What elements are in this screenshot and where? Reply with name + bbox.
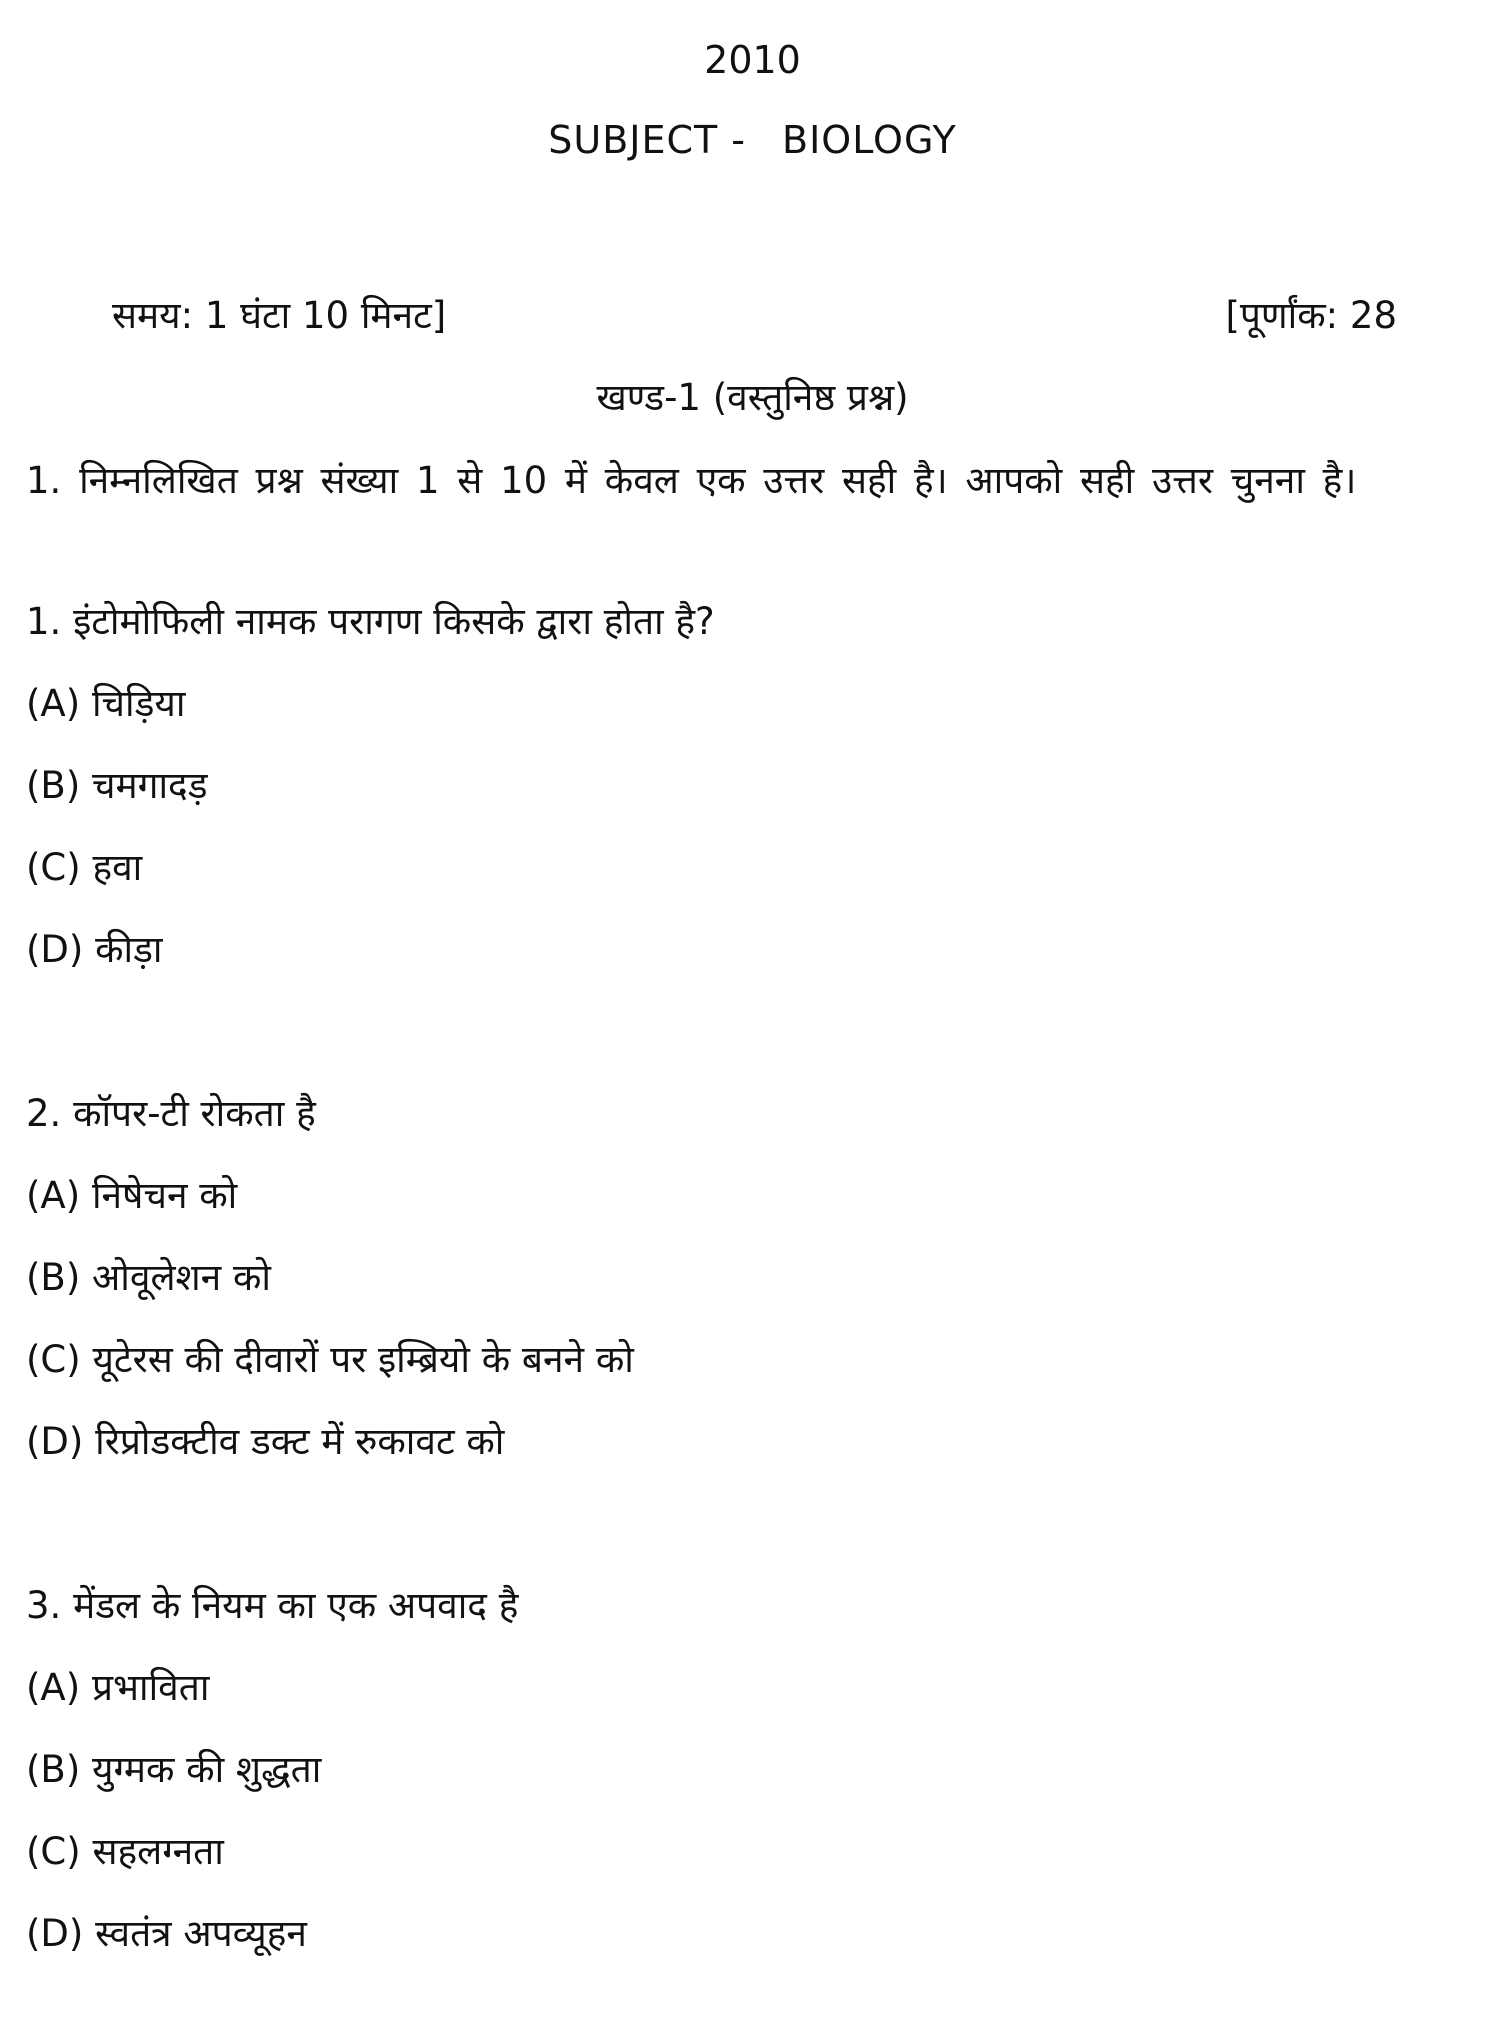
subject-heading: [0, 118, 1505, 162]
question-2-option-d: (D) रिप्रोडक्टीव डक्ट में रुकावट को: [26, 1420, 505, 1463]
question-1-option-a: (A) चिड़िया: [26, 682, 186, 725]
question-3-option-c: (C) सहलग्नता: [26, 1830, 224, 1873]
question-1-option-d: (D) कीड़ा: [26, 928, 163, 971]
question-1-option-b: (B) चमगादड़: [26, 764, 208, 807]
question-3-option-d: (D) स्वतंत्र अपव्यूहन: [26, 1912, 307, 1955]
question-1-option-c: (C) हवा: [26, 846, 143, 889]
question-3-option-a: (A) प्रभाविता: [26, 1666, 210, 1709]
question-1: 1. इंटोमोफिली नामक परागण किसके द्वारा होता है?: [26, 600, 715, 643]
question-3-option-b: (B) युग्मक की शुद्धता: [26, 1748, 322, 1791]
question-2-option-c: (C) यूटेरस की दीवारों पर इम्ब्रियो के बनने को: [26, 1338, 634, 1381]
section-title: खण्ड-1 (वस्तुनिष्ठ प्रश्न): [596, 376, 909, 419]
question-2-option-a: (A) निषेचन को: [26, 1174, 238, 1217]
question-2: 2. कॉपर-टी रोकता है: [26, 1092, 316, 1135]
exam-year: 2010: [704, 38, 801, 82]
subject-name: BIOLOGY: [782, 118, 957, 162]
question-2-option-b: (B) ओवूलेशन को: [26, 1256, 271, 1299]
full-marks: [पूर्णांक: 28: [1225, 294, 1397, 337]
subject-label: SUBJECT -: [548, 118, 747, 162]
question-3: 3. मेंडल के नियम का एक अपवाद है: [26, 1584, 519, 1627]
time-allowed: समय: 1 घंटा 10 मिनट]: [112, 294, 447, 337]
instruction-text: 1. निम्नलिखित प्रश्न संख्या 1 से 10 में केवल एक उत्तर सही है। आपको सही उत्तर चुनना है।: [26, 459, 1357, 502]
